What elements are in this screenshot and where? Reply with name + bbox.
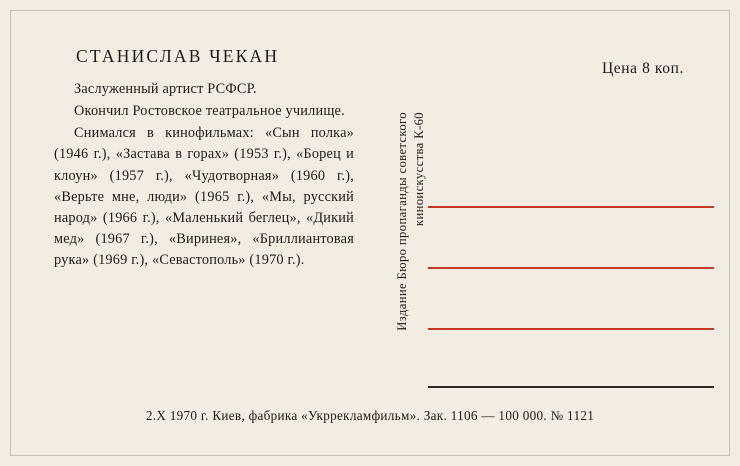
artist-info-column [54, 46, 354, 271]
publisher-line-1: Издание Бюро пропаганды советского [395, 112, 409, 331]
address-rule-lines [428, 24, 714, 442]
bio-paragraph-3: Снимался в кинофильмах: «Сын полка» (1946 г.), «Застава в горах» (1953 г.), «Борец и клоун» (1957 г.), «Чудотворная» (1960 г.), «Верьте мне, люди» (1965 г.), «Мы, русский народ» (1966 г.), «Маленький беглец», «Дикий мед» (1967 г.), «Виринея», «Бриллиантовая рука» (1969 г.), «Севастополь» (1970 г.). [54, 125, 354, 269]
address-rule-1 [428, 206, 714, 208]
bio-paragraph-2: Окончил Ростовское театральное училище. [74, 103, 345, 120]
price-label: Цена 8 коп. [601, 60, 684, 77]
address-rule-3 [428, 328, 714, 330]
imprint-footer: 2.X 1970 г. Киев, фабрика «Укррекламфильм». Зак. 1106 — 100 000. № 1121 [145, 408, 595, 423]
card-content-area [26, 24, 714, 442]
artist-name: СТАНИСЛАВ ЧЕКАН [76, 46, 280, 66]
bio-paragraph-1: Заслуженный артист РСФСР. [74, 81, 257, 97]
artist-biography [54, 79, 354, 271]
address-rule-4 [428, 386, 714, 388]
address-rule-2 [428, 267, 714, 269]
publisher-vertical-text [381, 112, 426, 402]
publisher-line-2: киноискусства К-60 [412, 112, 426, 227]
